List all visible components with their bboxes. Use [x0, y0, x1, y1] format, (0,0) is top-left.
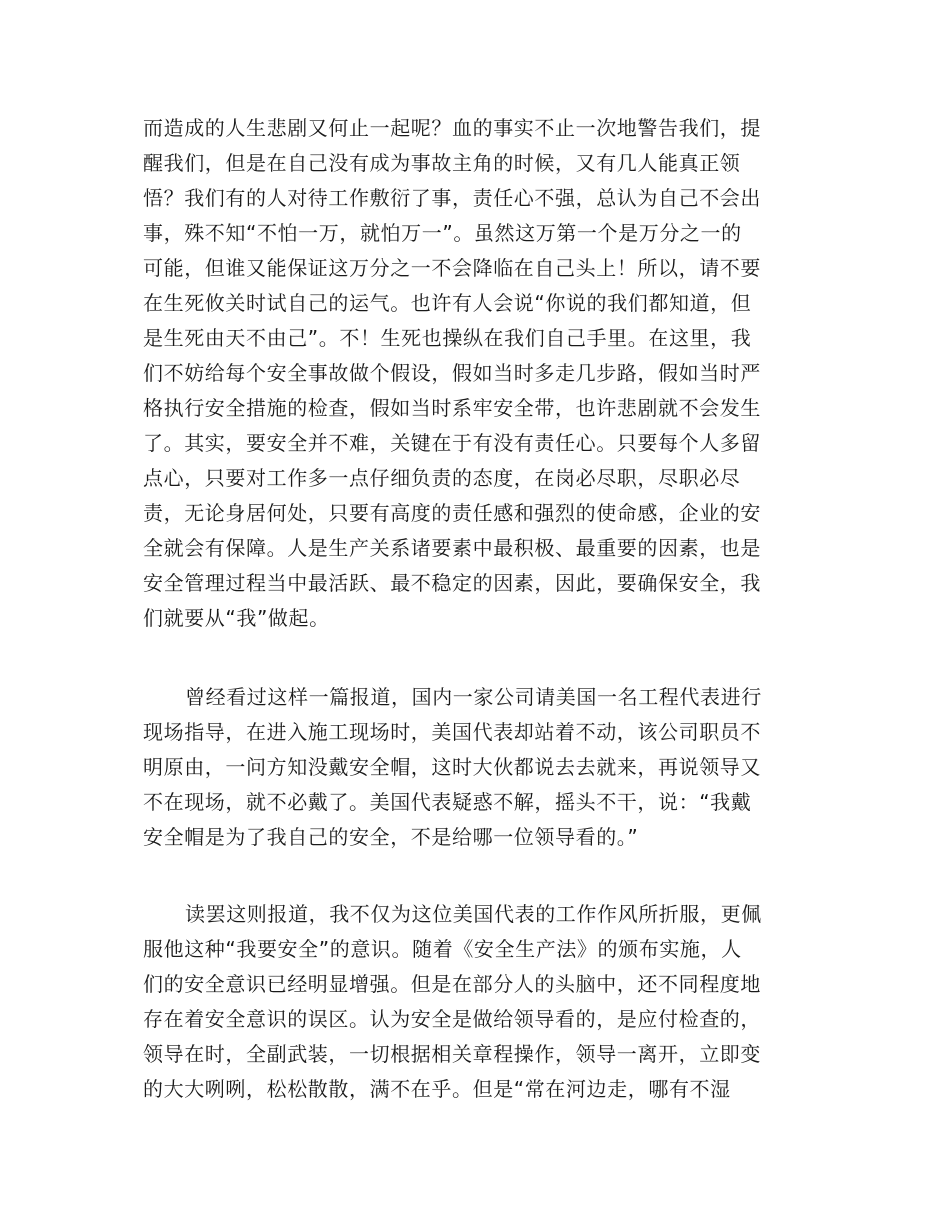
paragraph-line: 点心，只要对工作多一点仔细负责的态度，在岗必尽职，尽职必尽 [143, 466, 741, 490]
paragraph-line: 了。其实，要安全并不难，关键在于有没有责任心。只要每个人多留 [143, 431, 761, 455]
paragraph-line: 曾经看过这样一篇报道，国内一家公司请美国一名工程代表进行 [185, 685, 762, 709]
paragraph-line: 们就要从“我”做起。 [143, 606, 330, 630]
paragraph-line: 存在着安全意识的误区。认为安全是做给领导看的，是应付检查的， [143, 1007, 761, 1031]
paragraph-line: 服他这种“我要安全”的意识。随着《安全生产法》的颁布实施，人 [143, 937, 742, 961]
paragraph-line: 全就会有保障。人是生产关系诸要素中最积极、最重要的因素，也是 [143, 536, 761, 560]
paragraph-line: 的大大咧咧，松松散散，满不在乎。但是“常在河边走，哪有不湿 [143, 1077, 731, 1101]
paragraph-line: 读罢这则报道，我不仅为这位美国代表的工作作风所折服，更佩 [185, 902, 762, 926]
paragraph-line: 在生死攸关时试自己的运气。也许有人会说“你说的我们都知道，但 [143, 291, 752, 315]
paragraph-line: 安全帽是为了我自己的安全，不是给哪一位领导看的。” [143, 825, 639, 849]
paragraph-line: 安全管理过程当中最活跃、最不稳定的因素，因此，要确保安全，我 [143, 571, 761, 595]
paragraph-line: 们的安全意识已经明显增强。但是在部分人的头脑中，还不同程度地 [143, 972, 761, 996]
paragraph-line: 格执行安全措施的检查，假如当时系牢安全带，也许悲剧就不会发生 [143, 396, 761, 420]
paragraph-line: 明原由，一问方知没戴安全帽，这时大伙都说去去就来，再说领导又 [143, 755, 761, 779]
paragraph-line: 领导在时，全副武装，一切根据相关章程操作，领导一离开，立即变 [143, 1042, 761, 1066]
paragraph-line: 责，无论身居何处，只要有高度的责任感和强烈的使命感，企业的安 [143, 501, 761, 525]
paragraph-line: 悟？我们有的人对待工作敷衍了事，责任心不强，总认为自己不会出 [143, 186, 761, 210]
paragraph-line: 现场指导，在进入施工现场时，美国代表却站着不动，该公司职员不 [143, 720, 761, 744]
paragraph-line: 是生死由天不由己”。不！生死也操纵在我们自己手里。在这里，我 [143, 326, 752, 350]
paragraph-line: 不在现场，就不必戴了。美国代表疑惑不解，摇头不干，说：“我戴 [143, 790, 752, 814]
paragraph-line: 事，殊不知“不怕一万，就怕万一”。虽然这万第一个是万分之一的 [143, 221, 742, 245]
paragraph-line: 醒我们，但是在自己没有成为事故主角的时候，又有几人能真正领 [143, 151, 741, 175]
paragraph-line: 可能，但谁又能保证这万分之一不会降临在自己头上！所以，请不要 [143, 256, 761, 280]
paragraph-line: 而造成的人生悲剧又何止一起呢？血的事实不止一次地警告我们，提 [143, 116, 761, 140]
paragraph-line: 们不妨给每个安全事故做个假设，假如当时多走几步路，假如当时严 [143, 361, 761, 385]
